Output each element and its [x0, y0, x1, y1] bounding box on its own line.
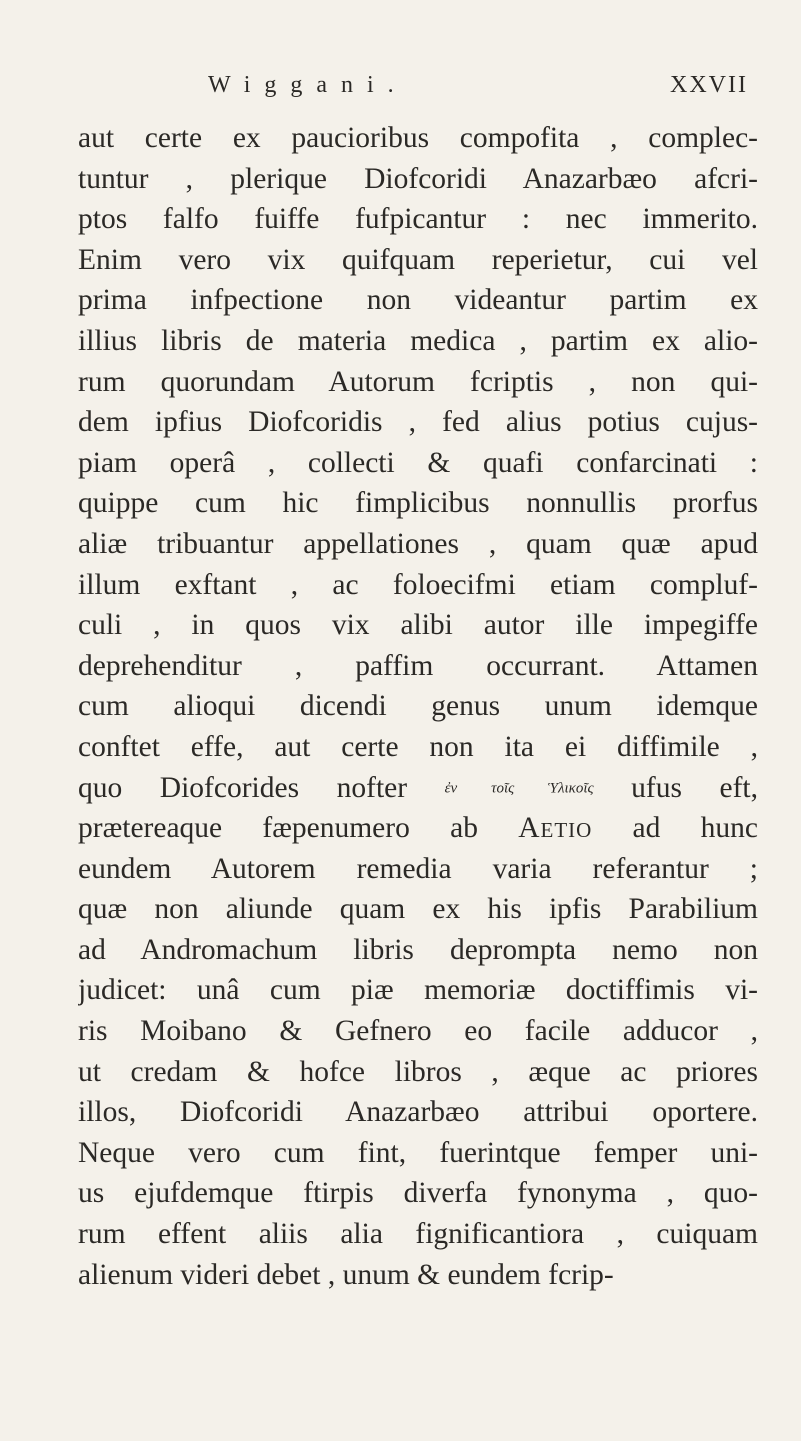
text-line: ut credam & hofce libros , æque ac priores [78, 1055, 758, 1088]
text-segment: ad hunc [592, 812, 758, 845]
body-text [78, 118, 758, 1295]
text-line: prima infpectione non videantur partim ex [78, 284, 758, 317]
text-segment: quo Diofcorides nofter [78, 771, 445, 804]
text-line-smallcaps [78, 808, 758, 849]
running-head [208, 72, 748, 112]
text-line: aliæ tribuantur appellationes , quam quæ apud [78, 527, 758, 560]
text-line: rum quorundam Autorum fcriptis , non qui- [78, 365, 758, 398]
text-line: conftet effe, aut certe non ita ei diffimile , [78, 730, 758, 763]
text-line: piam operâ , collecti & quafi confarcinati : [78, 446, 758, 479]
text-line: cum alioqui dicendi genus unum idemque [78, 690, 758, 723]
text-segment: prætereaque fæpenumero ab [78, 812, 519, 845]
text-line-greek [78, 768, 758, 809]
text-line: Enim vero vix quifquam reperietur, cui vel [78, 243, 758, 276]
text-line: culi , in quos vix alibi autor ille impegiffe [78, 609, 758, 642]
text-line: judicet: unâ cum piæ memoriæ doctiffimis vi- [78, 974, 758, 1007]
greek-phrase: ἐν τοῖς Ὑλικοῖς [444, 780, 594, 796]
text-line: ad Andromachum libris deprompta nemo non [78, 933, 758, 966]
text-line: ptos falfo fuiffe fufpicantur : nec immerito. [78, 203, 758, 236]
author-name-aetius: Aetio [518, 812, 593, 845]
text-line: aut certe ex paucioribus compofita , complec- [78, 122, 758, 154]
text-line: deprehenditur , paffim occurrant. Attamen [78, 649, 758, 682]
text-line: eundem Autorem remedia varia referantur ; [78, 852, 758, 885]
text-line: illos, Diofcoridi Anazarbæo attribui oportere. [78, 1096, 758, 1129]
text-line: illum exftant , ac foloecifmi etiam compluf- [78, 568, 758, 601]
text-line: tuntur , plerique Diofcoridi Anazarbæo afcri- [78, 162, 758, 195]
text-line: us ejufdemque ftirpis diverfa fynonyma , quo- [78, 1177, 758, 1210]
text-line: quippe cum hic fimplicibus nonnullis prorfus [78, 487, 758, 520]
text-line: dem ipfius Diofcoridis , fed alius potius cujus- [78, 406, 758, 439]
text-segment: ufus eft, [593, 771, 758, 804]
running-head-title: Wiggani. [208, 72, 408, 98]
text-line: alienum videri debet , unum & eundem fcrip- [78, 1258, 614, 1291]
text-line: Neque vero cum fint, fuerintque femper uni- [78, 1136, 758, 1169]
text-line: quæ non aliunde quam ex his ipfis Parabilium [78, 893, 758, 926]
page-number: XXVII [670, 72, 748, 98]
text-line: illius libris de materia medica , partim ex alio- [78, 324, 758, 357]
text-line: ris Moibano & Gefnero eo facile adducor , [78, 1015, 758, 1048]
text-line: rum effent aliis alia fignificantiora , cuiquam [78, 1218, 758, 1251]
